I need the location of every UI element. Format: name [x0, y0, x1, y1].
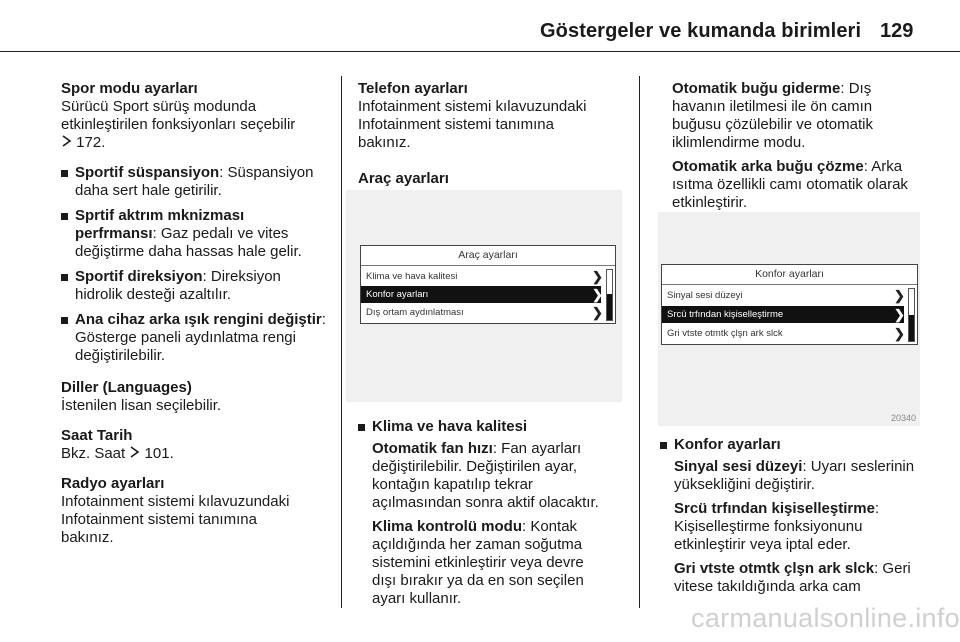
bullet-item [61, 268, 331, 304]
p-text: : Dış [840, 80, 872, 97]
menu-item[interactable] [361, 304, 601, 321]
bullet-text: : Direksiyon [202, 268, 281, 285]
saat-heading: Saat Tarih [61, 427, 133, 444]
diller-heading: Diller (Languages) [61, 379, 192, 396]
column-3-lower [660, 436, 950, 602]
bullet-square [61, 317, 68, 324]
telefon-line: Infotainment sistemi tanımına [358, 116, 554, 133]
sub-text: kontağın kapatılıp tekrar [372, 476, 533, 493]
menu-scrollbar[interactable] [908, 288, 915, 342]
bullet-square [61, 170, 68, 177]
menu-item[interactable] [662, 325, 904, 342]
bullet-square [61, 213, 68, 220]
menu-item-label: Srcü trfından kişiselleştirme [667, 309, 784, 320]
sub-bold: Srcü trfından kişiselleştirme [674, 500, 875, 517]
sub-paragraph [674, 560, 950, 596]
bullet-square [61, 274, 68, 281]
sub-text: vitese takıldığında arka cam [674, 578, 861, 595]
menu-divider [662, 284, 917, 285]
bullet-item [660, 436, 950, 454]
column-divider-2 [639, 76, 640, 608]
bullet-item [61, 164, 331, 200]
arrow-right-icon [129, 445, 140, 463]
comfort-settings-illustration [658, 212, 920, 426]
bullet-bold: Sportif direksiyon [75, 268, 203, 285]
telefon-line: bakınız. [358, 134, 411, 151]
sub-bold: Klima kontrolü modu [372, 518, 522, 535]
sub-text: : [874, 500, 880, 517]
arac-heading: Araç ayarları [358, 170, 449, 187]
bullet-bold: Klima ve hava kalitesi [372, 418, 528, 435]
bullet-text: hidrolik desteği azaltılır. [75, 286, 231, 303]
bullet-bold: Sprtif aktrım mknizması [75, 207, 245, 224]
sub-paragraph [372, 440, 633, 512]
sub-text: dışı bırakır ya da en son seçilen [372, 572, 584, 589]
sub-text: : Uyarı seslerinin [802, 458, 915, 475]
spor-line: etkinleştirilen fonksiyonları seçebilir [61, 116, 296, 133]
saat-text: Bkz. Saat [61, 445, 126, 462]
sub-paragraph [372, 518, 633, 608]
sub-bold: Otomatik fan hızı [372, 440, 493, 457]
scrollbar-thumb[interactable] [607, 294, 612, 320]
bullet-bold: Ana cihaz arka ışık rengini değiştir [75, 311, 322, 328]
telefon-heading: Telefon ayarları [358, 80, 468, 97]
spor-heading: Spor modu ayarları [61, 80, 198, 97]
chevron-right-icon: ❯ [894, 288, 905, 303]
p-text: iklimlendirme modu. [672, 134, 806, 151]
comfort-settings-menu [661, 264, 918, 345]
menu-title: Konfor ayarları [755, 268, 824, 280]
column-2-lower [358, 418, 633, 614]
menu-item-label: Klima ve hava kalitesi [366, 271, 458, 282]
sub-paragraph [674, 458, 950, 494]
watermark-text: carmanualsonline.info [691, 603, 960, 633]
chevron-right-icon: ❯ [592, 269, 603, 284]
bullet-text: : Gaz pedalı ve vites [152, 225, 289, 242]
menu-item-label: Dış ortam aydınlatması [366, 307, 464, 318]
sub-bold: Gri vtste otmtk çlşn ark slck [674, 560, 875, 577]
bullet-text: : Süspansiyon [219, 164, 314, 181]
radyo-line: bakınız. [61, 529, 114, 546]
radyo-line: Infotainment sistemi kılavuzundaki [61, 493, 290, 510]
sub-text: yüksekliğini değiştirir. [674, 476, 815, 493]
column-divider-1 [341, 76, 342, 608]
chevron-right-icon: ❯ [592, 287, 603, 302]
column-2 [358, 80, 633, 188]
bullet-text: : [321, 311, 326, 328]
column-3 [672, 80, 957, 224]
page-header-title: Göstergeler ve kumanda birimleri [540, 20, 862, 42]
page-number: 129 [880, 20, 914, 42]
menu-item-selected[interactable] [662, 306, 904, 323]
p-text: buğusu çözülebilir ve otomatik [672, 116, 873, 133]
p-text: ısıtma özellikli camı otomatik olarak [672, 176, 908, 193]
bullet-square [660, 442, 667, 449]
sub-text: : Kontak [522, 518, 578, 535]
spor-line: Sürücü Sport sürüş modunda [61, 98, 257, 115]
bullet-item [358, 418, 633, 436]
sub-text: sistemini etkinleştirir veya devre [372, 554, 584, 571]
chevron-right-icon: ❯ [592, 305, 603, 320]
sub-paragraph [674, 500, 950, 554]
menu-divider [361, 265, 615, 266]
menu-item[interactable] [662, 287, 904, 304]
sub-text: Kişiselleştirme fonksiyonunu [674, 518, 863, 535]
bullet-bold: Sportif süspansiyon [75, 164, 220, 181]
menu-item-selected[interactable] [361, 286, 601, 303]
bullet-text: daha sert hale getirilir. [75, 182, 222, 199]
bullet-item [61, 311, 331, 365]
header-rule [0, 51, 960, 52]
sub-text: etkinleştirir veya iptal eder. [674, 536, 851, 553]
radyo-heading: Radyo ayarları [61, 475, 165, 492]
sub-bold: Sinyal sesi düzeyi [674, 458, 803, 475]
bullet-bold: perfrmansı [75, 225, 153, 242]
menu-item-label: Sinyal sesi düzeyi [667, 290, 743, 301]
menu-item[interactable] [361, 268, 601, 285]
radyo-line: Infotainment sistemi tanımına [61, 511, 257, 528]
p-bold: Otomatik arka buğu çözme [672, 158, 864, 175]
p-text: : Arka [863, 158, 903, 175]
menu-item-label: Konfor ayarları [366, 289, 429, 300]
sub-text: açıldığında her zaman soğutma [372, 536, 583, 553]
p-text: havanın iletilmesi ile ön camın [672, 98, 873, 115]
page-reference: 101. [144, 445, 174, 462]
telefon-line: Infotainment sistemi kılavuzundaki [358, 98, 587, 115]
column-1 [61, 80, 331, 547]
bullet-text: değiştirme daha hassas hale gelir. [75, 243, 302, 260]
bullet-text: değiştirilebilir. [75, 347, 166, 364]
menu-scrollbar[interactable] [606, 269, 613, 321]
sub-text: açılmasından sonra aktif olacaktır. [372, 494, 599, 511]
bullet-item [61, 207, 331, 261]
p-text: etkinleştirir. [672, 194, 748, 211]
watermark [0, 603, 960, 634]
chevron-right-icon: ❯ [894, 307, 905, 322]
diller-text: İstenilen lisan seçilebilir. [61, 397, 222, 414]
page-reference: 172. [76, 134, 106, 151]
bullet-bold: Konfor ayarları [674, 436, 781, 453]
bullet-text: Gösterge paneli aydınlatma rengi [75, 329, 296, 346]
sub-text: : Geri [874, 560, 911, 577]
menu-item-label: Gri vtste otmtk çlşn ark slck [667, 328, 783, 339]
sub-text: ayarı kullanır. [372, 590, 462, 607]
sub-text: : Fan ayarları [492, 440, 582, 457]
image-code: 20340 [890, 413, 916, 423]
sub-text: değiştirilebilir. Değiştirilen ayar, [372, 458, 578, 475]
menu-title: Araç ayarları [458, 249, 518, 261]
p-bold: Otomatik buğu giderme [672, 80, 841, 97]
scrollbar-thumb[interactable] [909, 315, 914, 341]
vehicle-settings-illustration [346, 190, 622, 402]
chevron-right-icon: ❯ [894, 326, 905, 341]
bullet-square [358, 424, 365, 431]
arrow-right-icon [61, 134, 72, 152]
vehicle-settings-menu [360, 245, 616, 324]
